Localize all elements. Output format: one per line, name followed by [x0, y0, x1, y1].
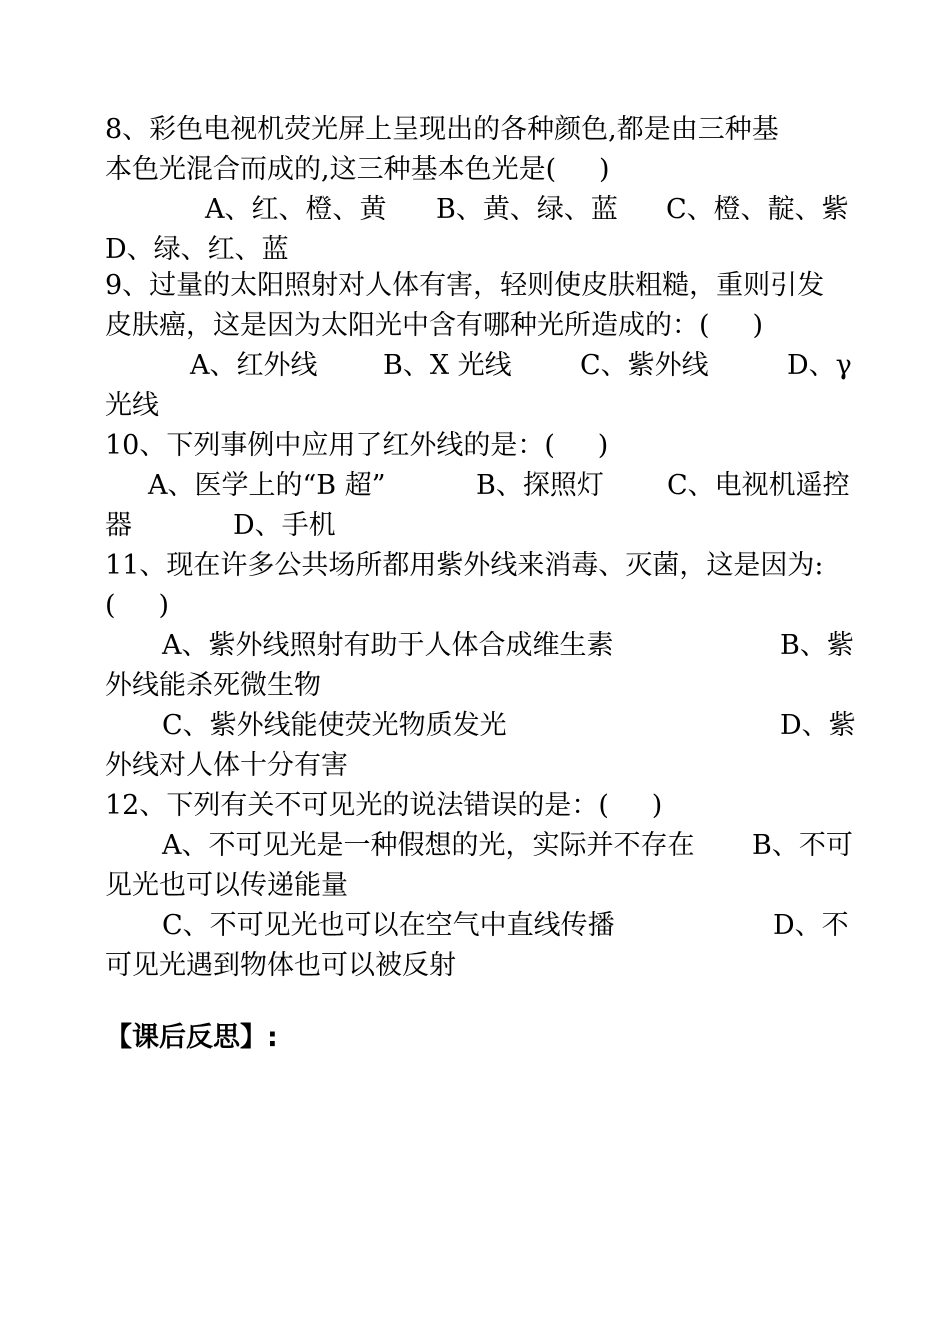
q11-option-b-head: B、紫 — [780, 630, 854, 661]
q12-option-c: C、不可见光也可以在空气中直线传播 — [162, 910, 615, 941]
q12-option-d-head: D、不 — [773, 910, 849, 941]
q11-stem-line2: ( ) — [105, 590, 169, 621]
q9-option-d-head: D、γ — [787, 350, 852, 381]
q12-option-b-head: B、不可 — [752, 830, 853, 861]
q11-option-d-tail: 外线对人体十分有害 — [105, 750, 348, 781]
q10-option-c-head: C、电视机遥控 — [667, 470, 850, 501]
q10-option-c-tail: 器 — [105, 510, 132, 541]
q8-stem-line2: 本色光混合而成的,这三种基本色光是( ) — [105, 154, 610, 185]
reflection-heading: 【课后反思】: — [105, 1022, 278, 1053]
q11-option-a: A、紫外线照射有助于人体合成维生素 — [162, 630, 614, 661]
q8-option-a: A、红、橙、黄 — [205, 194, 387, 225]
q11-option-b-tail: 外线能杀死微生物 — [105, 670, 321, 701]
q10-option-b: B、探照灯 — [476, 470, 604, 501]
q8-option-d: D、绿、红、蓝 — [105, 234, 289, 265]
q12-option-d-tail: 可见光遇到物体也可以被反射 — [105, 950, 456, 981]
q8-option-b: B、黄、绿、蓝 — [436, 194, 618, 225]
q9-option-c: C、紫外线 — [580, 350, 709, 381]
q8-stem-line1: 8、彩色电视机荧光屏上呈现出的各种颜色,都是由三种基 — [105, 114, 779, 145]
q10-option-d: D、手机 — [233, 510, 336, 541]
q8-option-c: C、橙、靛、紫 — [666, 194, 849, 225]
q9-option-d-tail: 光线 — [105, 390, 159, 421]
q12-option-a: A、不可见光是一种假想的光，实际并不存在 — [162, 830, 695, 861]
q11-option-c: C、紫外线能使荧光物质发光 — [162, 710, 507, 741]
q9-option-a: A、红外线 — [190, 350, 318, 381]
q9-stem-line1: 9、过量的太阳照射对人体有害，轻则使皮肤粗糙，重则引发 — [105, 270, 825, 301]
q12-option-b-tail: 见光也可以传递能量 — [105, 870, 348, 901]
q9-stem-line2: 皮肤癌，这是因为太阳光中含有哪种光所造成的：( ) — [105, 310, 763, 341]
q12-stem: 12、下列有关不可见光的说法错误的是：( ) — [105, 790, 663, 821]
q11-stem-line1: 11、现在许多公共场所都用紫外线来消毒、灭菌，这是因为: — [105, 550, 824, 581]
q11-option-d-head: D、紫 — [780, 710, 856, 741]
q10-option-a: A、医学上的“B 超” — [148, 470, 386, 501]
q10-stem: 10、下列事例中应用了红外线的是：( ) — [105, 430, 609, 461]
q9-option-b: B、X 光线 — [383, 350, 512, 381]
